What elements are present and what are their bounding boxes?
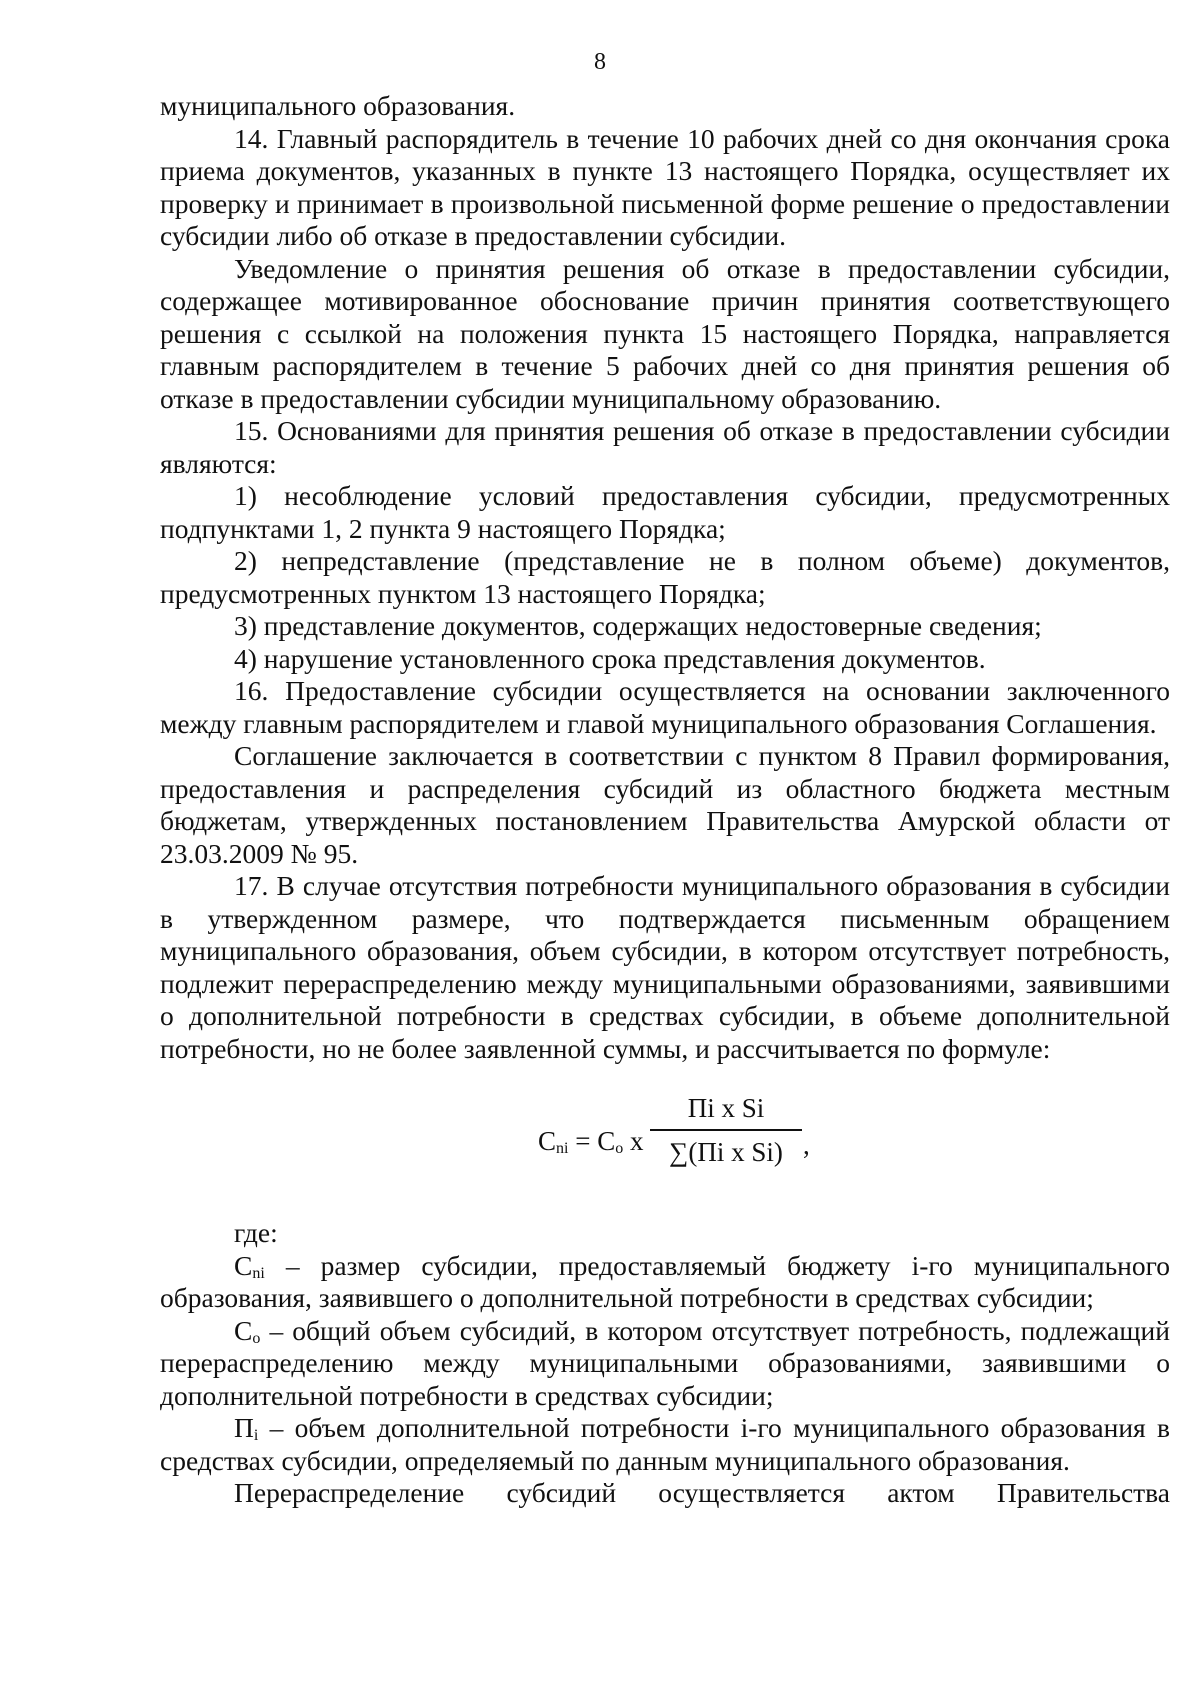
formula-comma: , (803, 1130, 810, 1160)
list-item-2: 2) непредставление (представление не в полном объеме) документов, предусмотренных пунктом 13 настоящего Порядка; (160, 545, 1170, 609)
where-label: где: (234, 1217, 278, 1248)
paragraph-16: 16. Предоставление субсидии осуществляется на основании заключенного между главным распорядителем и главой муниципального образования Соглашения. (160, 675, 1170, 739)
formula-times: x (623, 1126, 644, 1156)
formula-cn-symbol: C (538, 1126, 557, 1156)
definition-co-subscript: o (252, 1329, 261, 1347)
definition-pi-symbol: П (234, 1412, 254, 1443)
fraction-bar (650, 1129, 802, 1131)
definition-co-symbol: C (234, 1314, 253, 1346)
definition-pi-subscript: i (253, 1427, 259, 1444)
definition-cni (160, 1250, 1170, 1315)
paragraph-agreement: Соглашение заключается в соответствии с пунктом 8 Правил формирования, предоставления и распределения субсидий из областного бюджета местным бюджетам, утвержденных постановлением Правительства Амурской области от 23.03.2009 № 95. (160, 740, 1170, 869)
paragraph-15: 15. Основаниями для принятия решения об отказе в предоставлении субсидии являются: (160, 415, 1170, 479)
formula-numerator: Пi x Si (687, 1093, 765, 1123)
formula-lhs (538, 1125, 643, 1158)
document-body (160, 90, 1170, 1510)
paragraph-14: 14. Главный распорядитель в течение 10 рабочих дней со дня окончания срока приема документов, указанных в пункте 13 настоящего Порядка, осуществляет их проверку и принимает в произвольной письменной форме решение о предоставлении субсидии либо об отказе в предоставлении субсидии. (160, 122, 1170, 251)
paragraph-redistribution: Перераспределение субсидий осуществляется актом Правительства (234, 1477, 1170, 1508)
definition-cni-symbol: C (234, 1249, 253, 1281)
redistribution-formula (160, 1091, 1170, 1183)
definition-pi-text: – объем дополнительной потребности i-го муниципального образования в средствах субсидии, определяемый по данным муниципального образования. (160, 1412, 1170, 1476)
paragraph-continuation: муниципального образования. (160, 90, 516, 121)
page-number: 8 (594, 49, 606, 75)
list-item-4: 4) нарушение установленного срока представления документов. (234, 642, 986, 674)
formula-c0-subscript: o (615, 1140, 624, 1157)
formula-cn-subscript: ni (556, 1140, 569, 1157)
definition-co (160, 1315, 1170, 1413)
list-item-3: 3) представление документов, содержащих недостоверные сведения; (234, 610, 1042, 641)
definition-cni-subscript: ni (252, 1264, 265, 1282)
formula-fraction (650, 1091, 802, 1169)
paragraph-17: 17. В случае отсутствия потребности муниципального образования в субсидии в утвержденном размере, что подтверждается письменным обращением муниципального образования, объем субсидии, в котором отсутствует потребность, подлежит перераспределению между муниципальными образованиями, заявившими о дополнительной потребности в средствах субсидии, в объеме дополнительной потребности, но не более заявленной суммы, и рассчитывается по формуле: (160, 870, 1170, 1064)
formula-denominator: ∑(Пi x Si) (669, 1137, 783, 1167)
list-item-1: 1) несоблюдение условий предоставления субсидии, предусмотренных подпунктами 1, 2 пункта 9 настоящего Порядка; (160, 480, 1170, 544)
paragraph-notification: Уведомление о принятия решения об отказе в предоставлении субсидии, содержащее мотивированное обоснование причин принятия соответствующего решения с ссылкой на положения пункта 15 настоящего Порядка, направляется главным распорядителем в течение 5 рабочих дней со дня принятия решения об отказе в предоставлении субсидии муниципальному образованию. (160, 252, 1170, 414)
formula-equals-c0: = C (568, 1126, 616, 1156)
definition-pi (160, 1412, 1170, 1477)
definition-cni-text: – размер субсидии, предоставляемый бюджету i-го муниципального образования, заявившего о дополнительной потребности в средствах субсидии; (160, 1249, 1170, 1313)
definition-co-text: – общий объем субсидий, в котором отсутствует потребность, подлежащий перераспределению между муниципальными образованиями, заявившими о дополнительной потребности в средствах субсидии; (160, 1314, 1170, 1411)
